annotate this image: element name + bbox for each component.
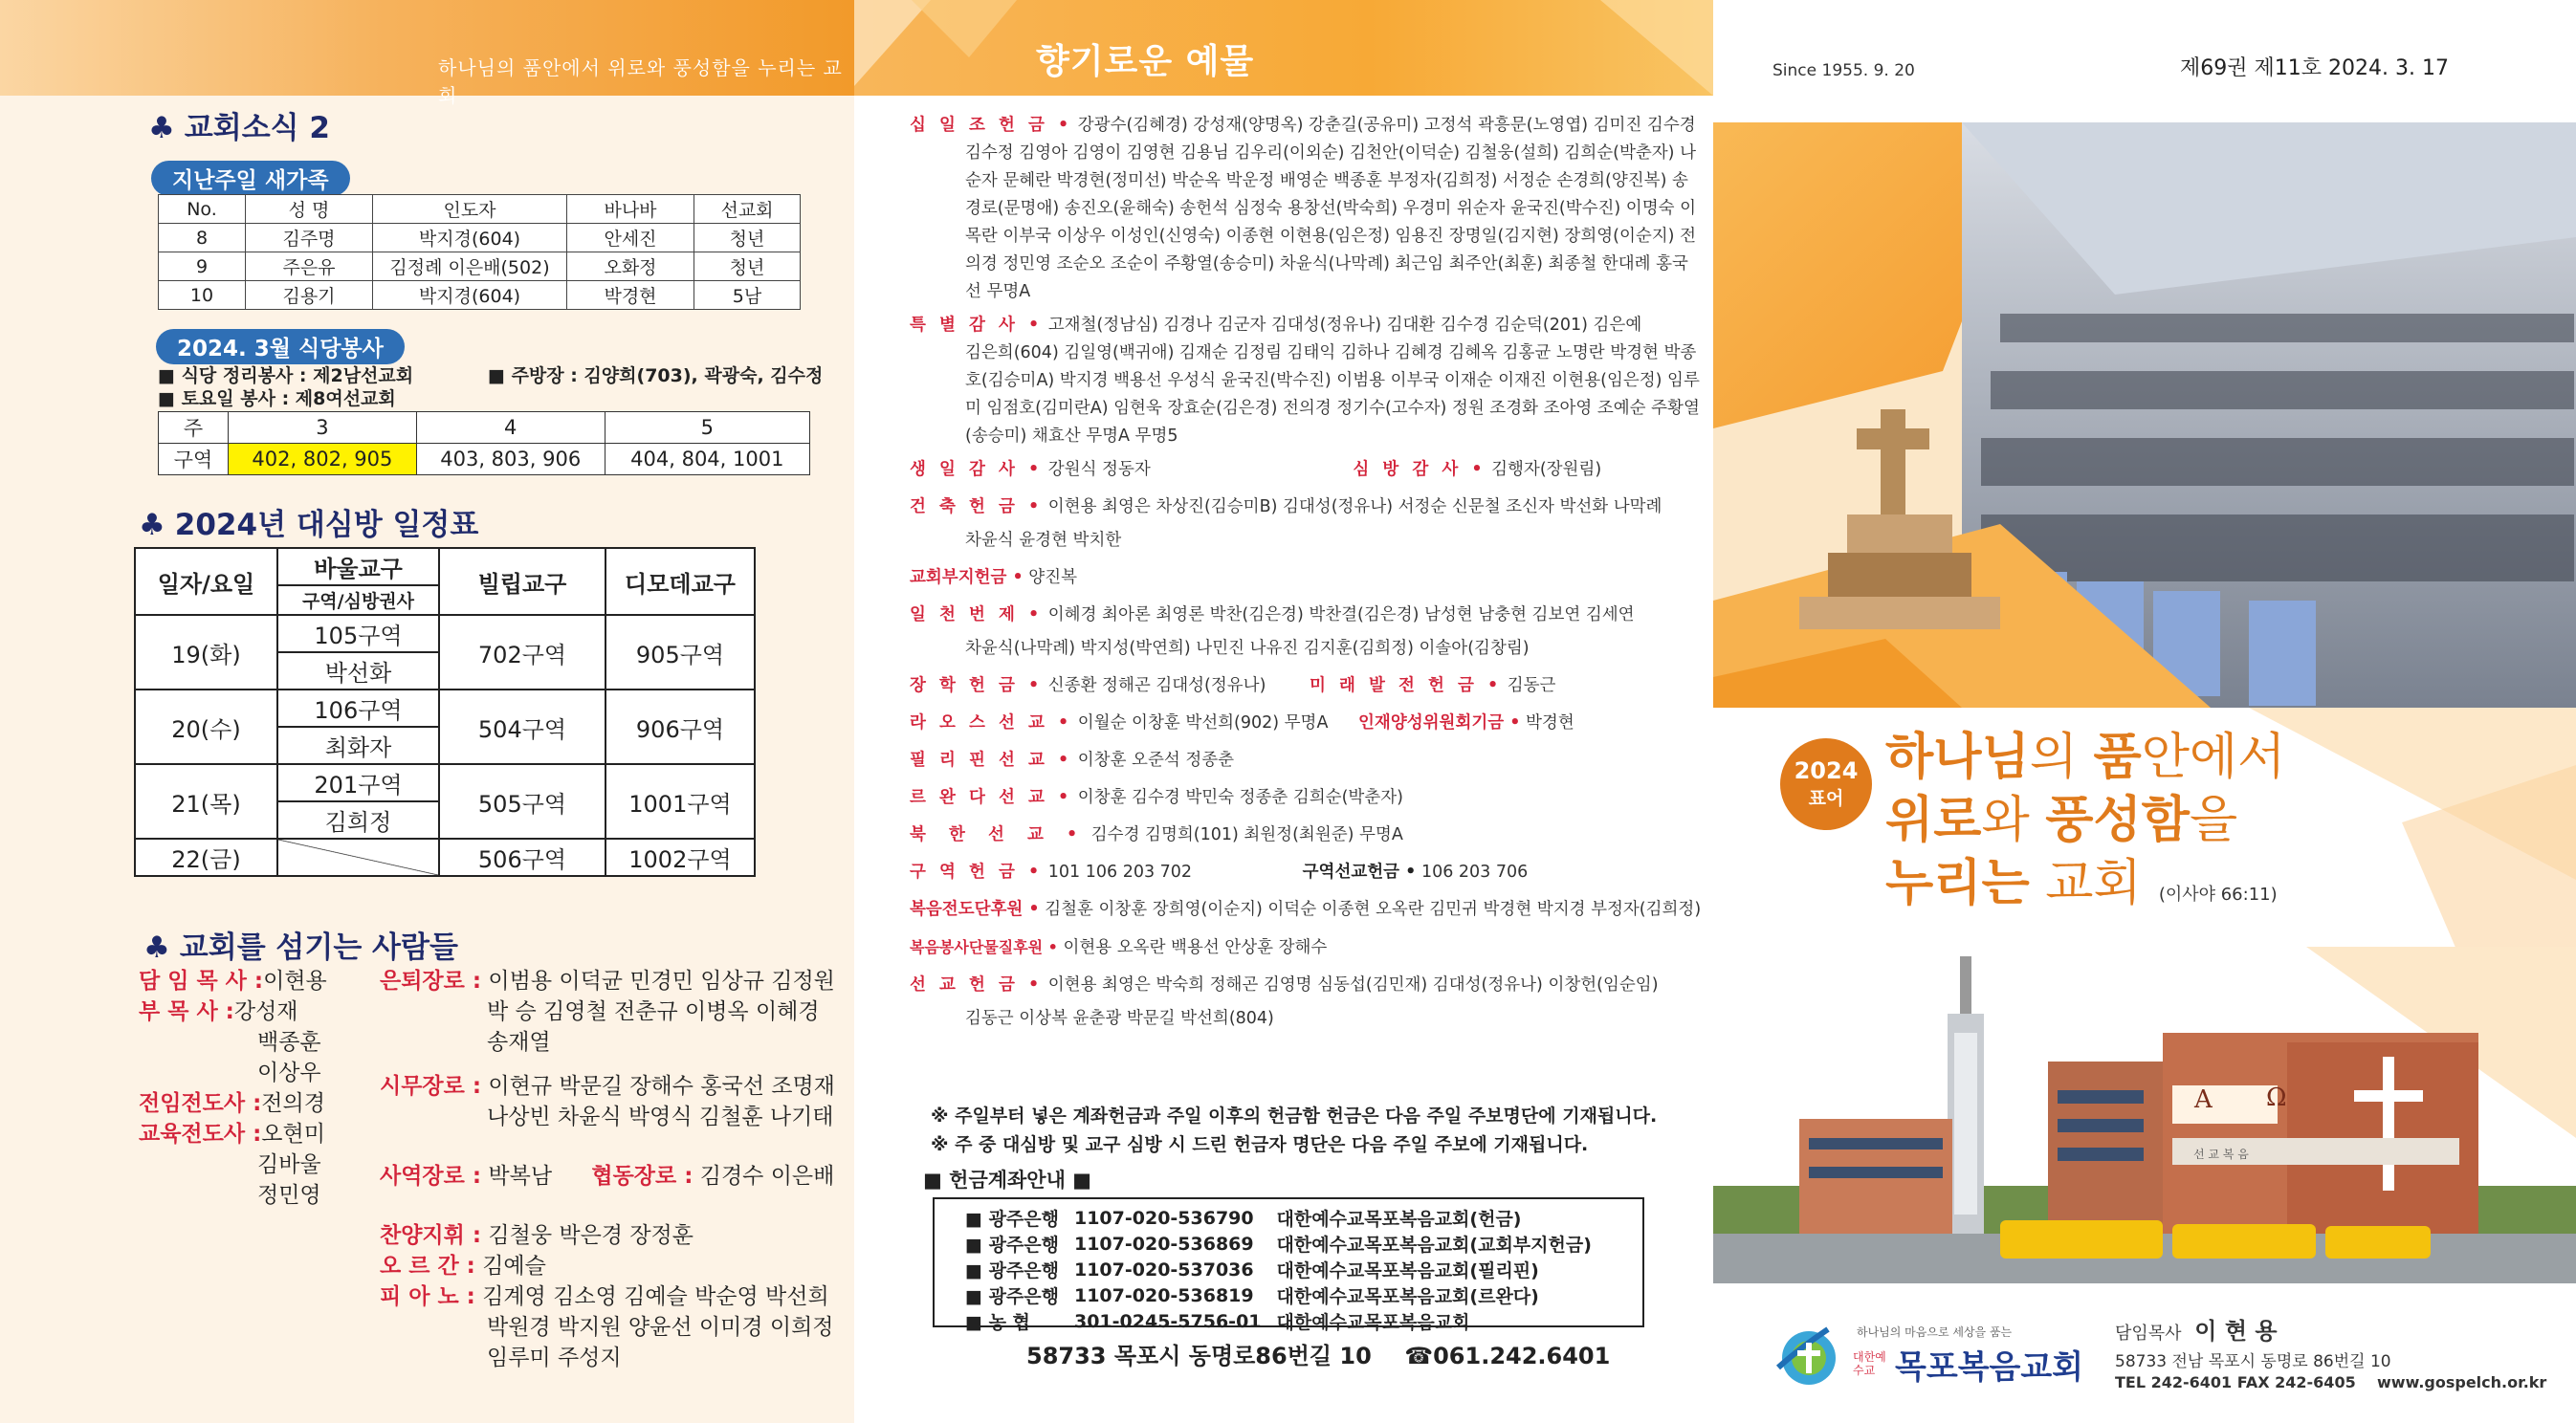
names-line: 선 무명A	[965, 282, 1031, 301]
tithe-section	[910, 112, 1704, 1033]
table-row	[159, 281, 801, 310]
ichun-line: 일 천 번 제 • 이혜경 최아론 최영론 박찬(김은경) 박찬결(김은경) 남성현 남충현 김보연 김세연	[910, 605, 1635, 624]
name: 김바울	[257, 1152, 321, 1177]
servants-right	[380, 966, 839, 1373]
cell: 702구역	[439, 615, 605, 690]
table-row	[135, 615, 755, 652]
cell: 505구역	[439, 764, 605, 839]
meal-table	[158, 411, 810, 475]
row-retired-elder: 은퇴장로 : 이범용 이덕균 민경민 임상규 김정원	[380, 969, 835, 994]
meal-pill: 2024. 3월 식당봉사	[156, 329, 405, 364]
thanks-more	[910, 339, 1704, 450]
gospel-line: 복음전도단후원 • 김철훈 이창훈 장희영(이순지) 이덕순 이종현 오옥란 김민귀 박경현 박지경 부정자(김희정)	[910, 900, 1702, 919]
cell: 10	[159, 281, 246, 310]
motto-line1: 하나님의 품안에서	[1885, 729, 2286, 786]
new-family-pill: 지난주일 새가족	[151, 161, 350, 196]
table-row	[159, 252, 801, 281]
cell: 5	[605, 412, 809, 444]
table-row	[135, 839, 755, 876]
church-name: 목포복음교회	[1895, 1348, 2084, 1387]
right-panel	[1713, 0, 2576, 1423]
cell: 박선화	[277, 652, 439, 690]
acct-owner: 대한예수교목포복음교회(교회부지헌금)	[1276, 1235, 1592, 1256]
motto-badge	[1780, 738, 1872, 830]
acct-no: 1107-020-536819	[1073, 1284, 1254, 1306]
th-date: 일자/요일	[135, 548, 277, 615]
account-row	[958, 1282, 1599, 1308]
th-barnabas: 바나바	[567, 195, 694, 224]
names-line: 호(김승미A) 박지경 백용선 우성식 윤국진(박수진) 이범용 이부국 이재순 이재진 이현용(임은정) 임루	[965, 371, 1700, 390]
table-header-row	[135, 548, 755, 585]
cell: 4	[416, 412, 605, 444]
club-icon: ♣	[143, 930, 170, 965]
acct-owner: 대한예수교목포복음교회(필리핀)	[1276, 1260, 1539, 1281]
th-mission: 선교회	[694, 195, 801, 224]
footer-web: www.gospelch.or.kr	[2377, 1373, 2547, 1391]
header-bar	[854, 0, 1713, 96]
cell: 3	[229, 412, 417, 444]
meal-line3: ■ 주방장 : 김양희(703), 곽광숙, 김수정	[488, 365, 824, 386]
cell: 201구역	[277, 764, 439, 801]
worship-photo	[1713, 122, 2576, 708]
news-title: ♣ 교회소식 2	[148, 111, 330, 145]
cell: 김용기	[246, 281, 373, 310]
building-sign: 선 교 복 음	[2193, 1148, 2249, 1161]
servants-title: ♣ 교회를 섬기는 사람들	[143, 930, 458, 965]
church-slogan: 하나님의 마음으로 세상을 품는	[1857, 1325, 2013, 1339]
since-text: Since 1955. 9. 20	[1772, 61, 1915, 80]
name: 백종훈	[257, 1030, 321, 1055]
acct-no: 1107-020-536790	[1073, 1207, 1254, 1229]
bank: ■ 농 협	[965, 1312, 1030, 1333]
laos-line: 라 오 스 선 교 • 이월순 이창훈 박선희(902) 무명A 인재양성위원회기금 • 박경현	[910, 713, 1574, 733]
cell: 김정례 이은배(502)	[373, 252, 567, 281]
pastor-line: 담임목사 이 현 용	[2115, 1318, 2278, 1345]
cell-highlight: 402, 802, 905	[229, 444, 417, 475]
cell: 8	[159, 224, 246, 252]
note-2: ※ 주 중 대심방 및 교구 심방 시 드린 헌금자 명단은 다음 주일 주보에 기재됩니다.	[931, 1134, 1589, 1155]
th-bar-sub: 구역/심방권사	[277, 585, 439, 615]
header-deco	[854, 0, 1713, 96]
motto-line3: 누리는 교회 (이사야 66:11)	[1885, 855, 2278, 912]
th-no: No.	[159, 195, 246, 224]
names-line: 순자 문혜란 박경현(정미선) 박순옥 박운정 배영순 백종훈 부정자(김희정) 서정순 손경희(양진복) 송	[965, 171, 1688, 190]
cell: 403, 803, 906	[416, 444, 605, 475]
account-box	[933, 1197, 1644, 1333]
cell: 청년	[694, 252, 801, 281]
servants-left	[139, 966, 327, 1211]
schol-line: 장 학 헌 금 • 신종환 정해곤 김대성(정유나) 미 래 발 전 헌 금 • 김동근	[910, 676, 1556, 695]
middle-panel	[854, 0, 1713, 1423]
cell: 1001구역	[605, 764, 755, 839]
cell: 박경현	[567, 281, 694, 310]
cell: 청년	[694, 224, 801, 252]
names: 나상빈 차윤식 박영식 김철훈 나기태	[487, 1105, 834, 1129]
diagonal-cell	[277, 839, 439, 876]
row-edu-evangelist: 교육전도사 :오현미	[139, 1122, 325, 1147]
bank: ■ 광주은행	[965, 1235, 1059, 1256]
cell: 19(화)	[135, 615, 277, 690]
acct-no: 1107-020-537036	[1073, 1259, 1254, 1281]
issue-text: 제69권 제11호 2024. 3. 17	[2180, 56, 2449, 80]
acct-owner: 대한예수교목포복음교회(르완다)	[1276, 1286, 1539, 1307]
cell: 박지경(604)	[373, 224, 567, 252]
new-family-table	[158, 194, 801, 310]
side-print-mark	[1694, 1215, 1707, 1368]
omega-mark: Ω	[2266, 1084, 2287, 1112]
account-row	[958, 1231, 1599, 1257]
acct-owner: 대한예수교목포복음교회	[1276, 1312, 1470, 1333]
cell: 최화자	[277, 727, 439, 764]
name: 이상우	[257, 1061, 321, 1085]
cell: 905구역	[605, 615, 755, 690]
gospel-s-line: 복음봉사단물질후원 • 이현용 오옥란 백용선 안상훈 장해수	[910, 938, 1328, 957]
footer-address: 58733 목포시 동명로86번길 10 ☎061.242.6401	[1026, 1343, 1611, 1369]
district-line: 구 역 헌 금 • 101 106 203 702 구역선교헌금 • 106 203 706	[910, 863, 1529, 882]
names-line: 김수정 김영아 김영이 김영현 김용님 김우리(이외순) 김천안(이덕순) 김철웅(설희) 김희순(박춘자) 나	[965, 143, 1696, 163]
meal-line1: ■ 식당 정리봉사 : 제2남선교회	[158, 365, 414, 386]
cell: 김주명	[246, 224, 373, 252]
mission-line: 선 교 헌 금 • 이현용 최영은 박숙희 정해곤 김영명 심동섭(김민재) 김대성(정유나) 이창헌(임순임)	[910, 975, 1659, 995]
names: 박 승 김영철 전춘규 이병옥 이혜경	[487, 999, 820, 1024]
visit-table	[134, 547, 756, 877]
names: 박원경 박지원 양윤선 이미경 이희정	[487, 1315, 834, 1340]
row-piano: 피 아 노 : 김계영 김소영 김예슬 박순영 박선희	[380, 1284, 829, 1309]
spacer	[380, 1058, 839, 1071]
names-line: 김동근 이상복 윤춘광 박문길 박선희(804)	[965, 1009, 1274, 1028]
badge-word: 표어	[1808, 788, 1844, 809]
th-bar: 바울교구	[277, 548, 439, 585]
left-panel	[0, 0, 854, 1423]
alpha-mark: A	[2194, 1085, 2213, 1114]
cell: 구역	[159, 444, 229, 475]
row-choir: 찬양지휘 : 김철웅 박은경 장정훈	[380, 1223, 694, 1248]
names-line: 의경 정민영 조순오 조순이 주황열(송승미) 차윤식(나막례) 최근임 최주안(최훈) 최종철 한대례 홍국	[965, 254, 1688, 274]
account-row	[958, 1205, 1599, 1231]
church-logo-icon	[1771, 1320, 1839, 1389]
row-ministry-elder: 사역장로 : 박복남 협동장로 : 김경수 이은배	[380, 1164, 835, 1189]
names-line: 김은희(604) 김일영(백귀애) 김재순 김정림 김태익 김하나 김혜경 김혜옥 김홍균 노명란 박경현 박종	[965, 343, 1697, 362]
names-line: 차윤식(나막례) 박지성(박연희) 나민진 나유진 김지훈(김희정) 이솔아(김창림)	[965, 639, 1530, 658]
row-evangelist: 전임전도사 :전의경	[139, 1091, 325, 1116]
account-table	[958, 1205, 1599, 1334]
build-line: 건 축 헌 금 • 이현용 최영은 차상진(김승미B) 김대성(정유나) 서정순 신문철 조신자 박선화 나막례	[910, 497, 1662, 516]
names-line: 경로(문명애) 송진오(윤해숙) 송헌석 심정숙 용창선(박숙희) 우경미 위순자 윤국진(박수진) 이명숙 이	[965, 199, 1696, 218]
names: 임루미 주성지	[487, 1346, 622, 1370]
visit-title: ♣ 2024년 대심방 일정표	[139, 508, 479, 542]
cell: 506구역	[439, 839, 605, 876]
th-tim: 디모데교구	[605, 548, 755, 615]
account-row	[958, 1257, 1599, 1282]
bank: ■ 광주은행	[965, 1209, 1059, 1230]
acct-no: 1107-020-536869	[1073, 1233, 1254, 1255]
account-row	[958, 1308, 1599, 1334]
account-title: ■ 헌금계좌안내 ■	[923, 1169, 1092, 1192]
cell: 105구역	[277, 615, 439, 652]
table-row	[135, 764, 755, 801]
badge-year: 2024	[1794, 757, 1859, 784]
motto-line2: 위로와 풍성함을	[1885, 792, 2238, 849]
bank: ■ 광주은행	[965, 1286, 1059, 1307]
header-motto: 하나님의 품안에서 위로와 풍성함을 누리는 교회	[438, 56, 843, 107]
cell: 5남	[694, 281, 801, 310]
table-row	[159, 412, 810, 444]
thanks-line: 특 별 감 사 • 고재철(정남심) 김경나 김군자 김대성(정유나) 김대환 김수경 김순덕(201) 김은예	[910, 316, 1642, 335]
nk-line: 북 한 선 교 • 김수경 김명희(101) 최원정(최원준) 무명A	[910, 825, 1403, 844]
header-bar	[0, 0, 854, 107]
table-row	[159, 444, 810, 475]
acct-owner: 대한예수교목포복음교회(헌금)	[1276, 1209, 1522, 1230]
table-header-row	[159, 195, 801, 224]
phil-line: 필 리 핀 선 교 • 이창훈 오준석 정종춘	[910, 751, 1235, 770]
cell: 504구역	[439, 690, 605, 764]
note-1: ※ 주일부터 넣은 계좌헌금과 주일 이후의 헌금함 헌금은 다음 주일 주보명단에 기재됩니다.	[931, 1106, 1658, 1127]
aid-line: 교회부지헌금 • 양진복	[910, 568, 1078, 587]
rwanda-line: 르 완 다 선 교 • 이창훈 김수경 박민숙 정종춘 김희순(박춘자)	[910, 788, 1403, 807]
club-icon: ♣	[148, 111, 175, 145]
church-photo	[1713, 947, 2576, 1283]
row-assoc-pastor: 부 목 사 :강성재	[139, 999, 298, 1024]
cell: 106구역	[277, 690, 439, 727]
cell: 404, 804, 1001	[605, 444, 809, 475]
cell: 주은유	[246, 252, 373, 281]
bank: ■ 광주은행	[965, 1260, 1059, 1281]
name: 정민영	[257, 1183, 321, 1208]
cell: 1002구역	[605, 839, 755, 876]
cell: 안세진	[567, 224, 694, 252]
th-phil: 빌립교구	[439, 548, 605, 615]
names-line: 차윤식 윤경현 박치한	[965, 531, 1122, 550]
row-senior-pastor: 담 임 목 사 :이현용	[139, 969, 327, 994]
spacer	[380, 1132, 839, 1161]
names-line: 목란 이부국 이상우 이성인(신영숙) 이종현 이현용(임은정) 임용진 장명일(김지현) 장희영(이순지) 전	[965, 227, 1696, 246]
cell: 오화정	[567, 252, 694, 281]
names: 송재열	[487, 1030, 551, 1055]
verse: (이사야 66:11)	[2158, 885, 2278, 905]
cell: 주	[159, 412, 229, 444]
cell: 20(수)	[135, 690, 277, 764]
footer-tel: TEL 242-6401 FAX 242-6405	[2115, 1373, 2356, 1391]
th-leader: 인도자	[373, 195, 567, 224]
row-active-elder: 시무장로 : 이현규 박문길 장해수 홍국선 조명재	[380, 1074, 835, 1099]
club-icon: ♣	[139, 508, 165, 542]
spacer	[380, 1192, 839, 1220]
acct-no: 301-0245-5756-01	[1073, 1310, 1262, 1332]
table-row	[159, 224, 801, 252]
table-row	[135, 690, 755, 727]
cell: 9	[159, 252, 246, 281]
phone: ☎061.242.6401	[1404, 1343, 1611, 1369]
cell: 906구역	[605, 690, 755, 764]
cell: 22(금)	[135, 839, 277, 876]
church-prefix: 대한예수교	[1853, 1350, 1886, 1377]
meal-line2: ■ 토요일 봉사 : 제8여선교회	[158, 388, 396, 409]
cell: 박지경(604)	[373, 281, 567, 310]
row-organ: 오 르 간 : 김예슬	[380, 1254, 546, 1279]
tithe-line: 십 일 조 헌 금 • 강광수(김혜경) 강성재(양명옥) 강춘길(공유미) 고정석 곽흥문(노영엽) 김미진 김수경	[910, 116, 1696, 135]
footer-address: 58733 전남 목포시 동명로 86번길 10	[2115, 1352, 2391, 1371]
header-title: 향기로운 예물	[1036, 42, 1255, 81]
names-line: (송승미) 채효산 무명A 무명5	[965, 427, 1178, 446]
cell: 21(목)	[135, 764, 277, 839]
names-line: 미 임점호(김미란A) 임현욱 장효순(김은경) 전의경 정기수(고수자) 정원 조경화 조아영 조예순 주황열	[965, 399, 1700, 418]
cell: 김희정	[277, 801, 439, 839]
tithe-more	[910, 140, 1704, 306]
th-name: 성 명	[246, 195, 373, 224]
birth-line: 생 일 감 사 • 강원식 정동자 심 방 감 사 • 김행자(장원림)	[910, 460, 1602, 479]
